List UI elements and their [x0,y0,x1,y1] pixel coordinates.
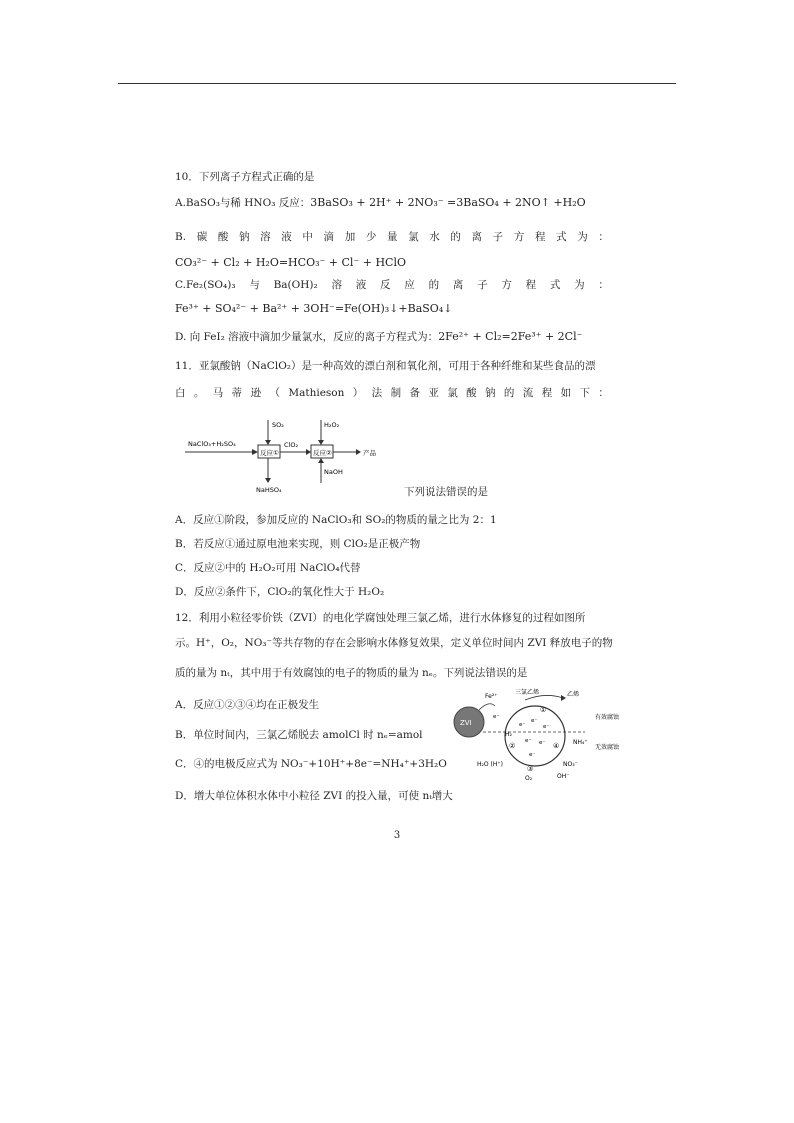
q10-option-d-text: D. 向 FeI₂ 溶液中滴加少量氯水，反应的离子方程式为： [175,331,439,343]
justified-text-chunk: 的 [428,279,440,291]
electron-label: e⁻ [519,722,526,728]
justified-text-chunk: 为 [577,231,588,243]
flow-product-label: 产品 [363,449,376,457]
tce-label: 三氯乙烯 [515,689,540,696]
justified-text-chunk: 离 [452,279,464,291]
justified-text-chunk: 酸 [466,387,477,399]
justified-text-chunk: 加 [344,231,356,243]
reaction-3-marker: ③ [527,765,534,773]
justified-text-chunk: 的 [503,387,515,399]
oh-label: OH⁻ [557,773,570,780]
q12-option-c: C．④的电极反应式为 NO₃⁻+10H⁺+8e⁻=NH₄⁺+3H₂O [175,758,447,770]
q12-stem-line1: 12．利用小粒径零价铁（ZVI）的电化学腐蚀处理三氯乙烯，进行水体修复的过程如图所 [175,612,586,624]
justified-text-chunk: Ba(OH)₂ [273,279,318,291]
q11-option-d: D．反应②条件下，ClO₂的氧化性大于 H₂O₂ [175,586,385,598]
justified-text-chunk: 子 [477,279,488,291]
justified-text-chunk: 下 [579,387,590,399]
electron-label: e⁻ [525,738,532,744]
justified-text-chunk: B. [175,231,187,243]
h2-label: H₂ [505,731,512,738]
q10-option-c-equation: Fe³⁺ + SO₄²⁻ + Ba²⁺ + 3OH⁻=Fe(OH)₃↓+BaSO₄↓ [175,302,453,315]
justified-text-chunk: C.Fe₂(SO₄)₃ [175,279,236,291]
flow-clo2-label: ClO₂ [284,441,299,449]
justified-text-chunk: 的 [450,231,461,243]
q10-option-a-equation: 3BaSO₃ + 2H⁺ + 2NO₃⁻ =3BaSO₄ + 2NO↑ +H₂O [310,196,586,209]
flow-reaction1-label: 反应① [260,449,279,457]
justified-text-chunk: 溶 [331,279,342,291]
q10-option-c-text [175,278,609,292]
justified-text-chunk: 碳 [196,231,208,243]
q12-option-b: B．单位时间内，三氯乙烯脱去 amolCl 时 nₑ=amol [175,729,423,741]
q11-question: 下列说法错误的是 [404,486,488,498]
justified-text-chunk: 中 [302,231,313,243]
justified-text-chunk: 滴 [323,231,335,243]
ethylene-label: 乙烯 [567,691,580,698]
justified-text-chunk: 氯 [408,231,419,243]
q10-option-a [175,196,586,210]
justified-text-chunk: 钠 [238,231,250,243]
justified-text-chunk: 式 [549,279,561,291]
justified-text-chunk: 。 [193,387,205,399]
justified-text-chunk: 水 [429,231,440,243]
justified-text-chunk: 钠 [485,387,496,399]
q10-stem: 10．下列离子方程式正确的是 [175,171,315,183]
justified-text-chunk: 程 [541,387,553,399]
q11-option-b: B．若反应①通过原电池来实现，则 ClO₂是正极产物 [175,538,421,550]
justified-text-chunk: 亚 [428,387,439,399]
q11-option-c: C．反应②中的 H₂O₂可用 NaClO₄代替 [175,562,361,574]
q10-option-a-text: A.BaSO₃与稀 HNO₃ 反应： [175,197,311,209]
justified-text-chunk: 式 [556,231,567,243]
ineffective-corrosion-label: 无效腐蚀 [595,744,620,751]
justified-text-chunk: 与 [249,279,260,291]
justified-text-chunk: ： [598,231,609,243]
q12-option-d: D．增大单位体积水体中小粒径 ZVI 的投入量，可使 nₜ增大 [175,790,453,802]
justified-text-chunk: 方 [501,279,512,291]
justified-text-chunk: ： [598,279,609,291]
justified-text-chunk: 蒂 [231,387,243,399]
electron-label: e⁻ [493,714,500,720]
q11-flow-diagram [180,412,390,496]
q11-option-a: A．反应①阶段，参加反应的 NaClO₃和 SO₂的物质的量之比为 2：1 [175,514,497,526]
electron-label: e⁻ [543,724,550,730]
justified-text-chunk: （ [269,387,280,399]
flow-h2o2-label: H₂O₂ [324,421,340,429]
q10-option-d [175,330,582,344]
fe2-label: Fe²⁺ [485,693,498,700]
justified-text-chunk: 溶 [260,231,271,243]
reaction-2-marker: ② [509,742,516,750]
flow-naoh-label: NaOH [324,468,343,476]
flow-input-label: NaClO₃+H₂SO₄ [188,440,236,448]
q11-stem-line2 [175,386,609,400]
justified-text-chunk: ： [598,387,609,399]
q10-option-b-equation: CO₃²⁻ + Cl₂ + H₂O=HCO₃⁻ + Cl⁻ + HClO [175,256,407,269]
flow-nahso4-label: NaHSO₄ [256,486,282,494]
justified-text-chunk: Mathieson [288,387,345,399]
justified-text-chunk: 反 [380,279,391,291]
electron-label: e⁻ [529,752,536,758]
justified-text-chunk: 应 [404,279,415,291]
flow-reaction2-label: 反应② [313,449,332,457]
nh4-label: NH₄⁺ [573,739,588,746]
q12-stem-line3: 质的量为 nₜ，其中用于有效腐蚀的电子的物质的量为 nₑ。下列说法错误的是 [175,667,528,679]
reaction-1-marker: ① [540,706,547,714]
q12-stem-line2: 示。H⁺，O₂，NO₃⁻等共存物的存在会影响水体修复效果，定义单位时间内 ZVI 释放电子的物 [175,637,613,649]
q12-zvi-diagram [445,686,635,781]
justified-text-chunk: 法 [371,387,383,399]
reaction-4-marker: ④ [553,742,560,750]
q10-option-d-equation: 2Fe²⁺ + Cl₂=2Fe³⁺ + 2Cl⁻ [438,330,583,343]
electron-label: e⁻ [531,718,538,724]
effective-corrosion-label: 有效腐蚀 [595,714,620,721]
flow-so2-label: SO₂ [272,421,284,429]
page-number: 3 [393,830,401,841]
justified-text-chunk: 程 [534,231,546,243]
justified-text-chunk: 液 [355,279,367,291]
h2o-label: H₂O (H⁺) [477,761,503,768]
justified-text-chunk: 流 [522,387,534,399]
justified-text-chunk: 制 [390,387,402,399]
justified-text-chunk: 备 [409,387,420,399]
q10-option-b-text [175,230,609,244]
justified-text-chunk: ） [352,387,364,399]
justified-text-chunk: 酸 [217,231,229,243]
justified-text-chunk: 白 [175,387,186,399]
zvi-label: ZVI [460,719,472,727]
justified-text-chunk: 少 [365,231,377,243]
q11-stem-line1: 11．亚氯酸钠（NaClO₂）是一种高效的漂白剂和氧化剂，可用于各种纤维和某些食品的漂 [175,360,596,372]
header-rule [118,83,676,84]
justified-text-chunk: 子 [492,231,504,243]
justified-text-chunk: 为 [574,279,585,291]
justified-text-chunk: 方 [513,231,525,243]
q12-option-a: A．反应①②③④均在正极发生 [175,699,320,711]
justified-text-chunk: 程 [525,279,537,291]
justified-text-chunk: 离 [471,231,483,243]
justified-text-chunk: 逊 [250,387,262,399]
justified-text-chunk: 液 [281,231,292,243]
justified-text-chunk: 如 [560,387,572,399]
justified-text-chunk: 量 [386,231,398,243]
justified-text-chunk: 马 [212,387,224,399]
o2-label: O₂ [525,775,533,781]
electron-label: e⁻ [539,740,546,746]
no3-label: NO₃⁻ [563,761,578,768]
justified-text-chunk: 氯 [447,387,458,399]
